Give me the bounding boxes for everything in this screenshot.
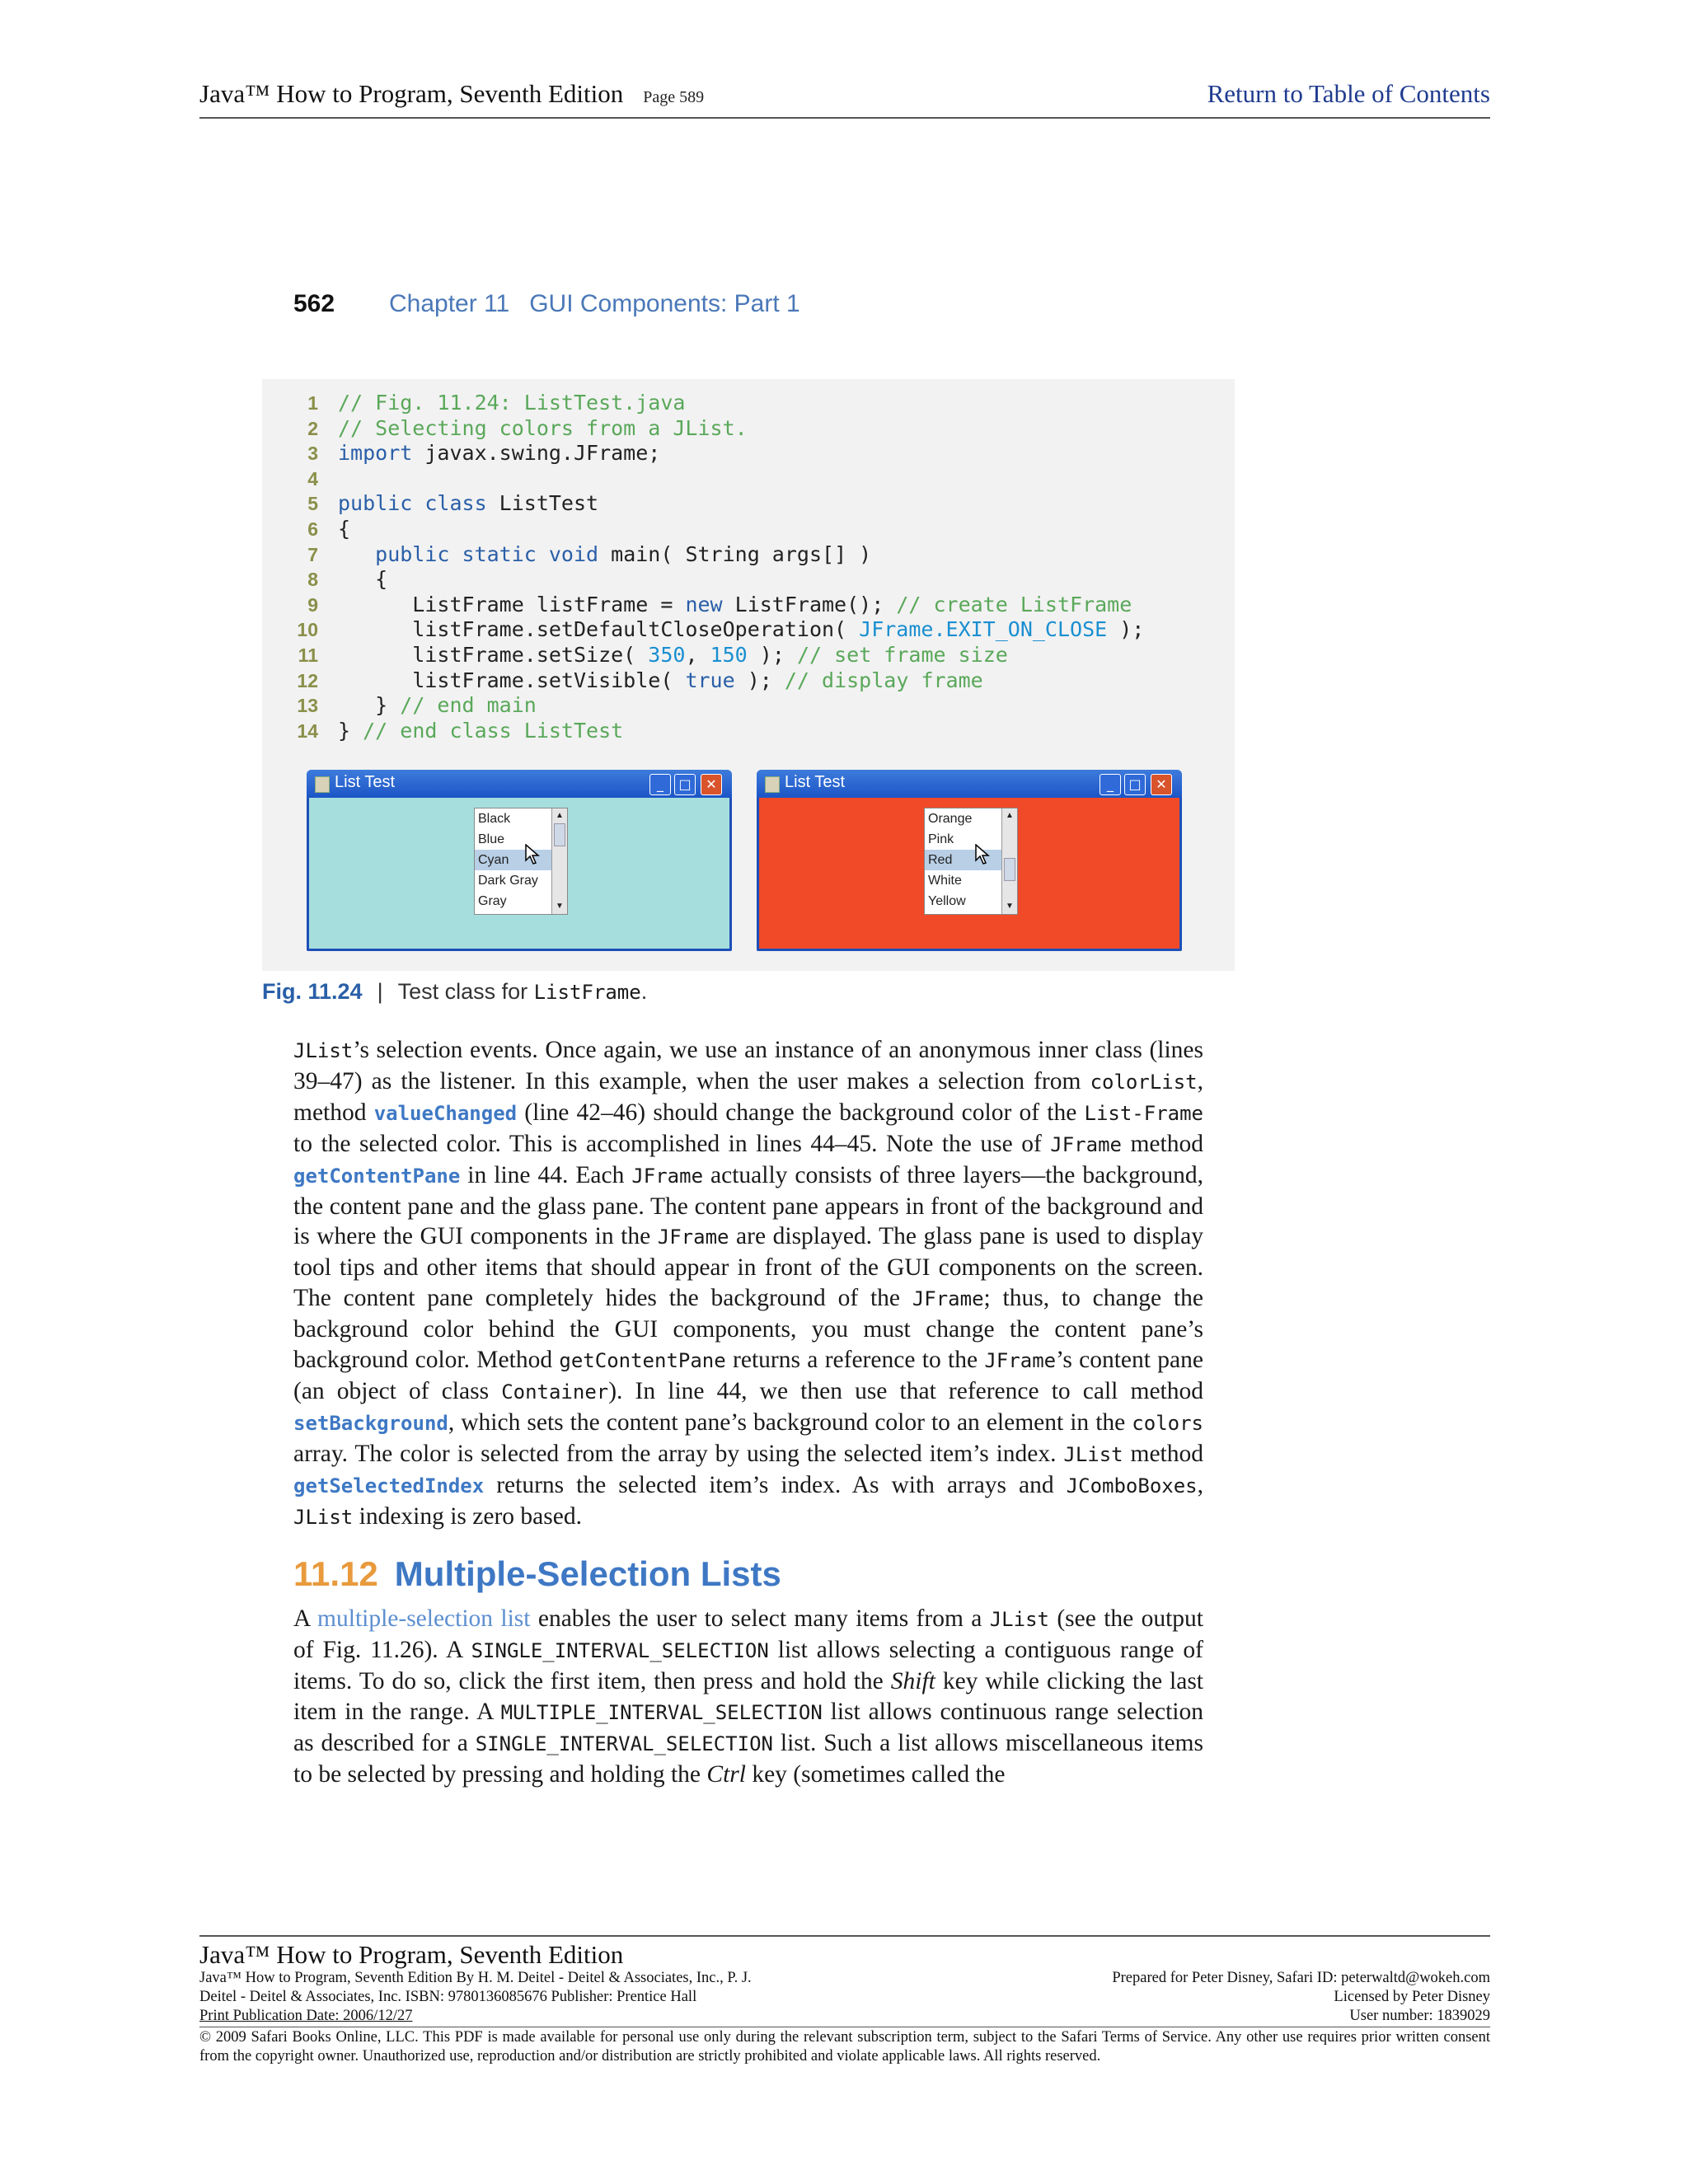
maximize-icon: □ [1124,774,1146,795]
code-token: true [685,668,735,692]
inline-code: Container [501,1380,609,1404]
section-heading [293,1554,781,1594]
code-token: listFrame.setVisible( [338,668,686,692]
paragraph-text [293,1035,1203,1533]
scroll-down-icon: ▼ [1006,902,1014,911]
italic-key-name: Shift [890,1667,935,1694]
inline-code: colorList [1090,1070,1198,1094]
text-run: key while clicking the last item in the range. A [293,1667,1203,1725]
text-run: returns the selected item’s index. As with arrays and [484,1471,1067,1498]
code-token: ListTest [486,491,599,516]
scroll-up-icon: ▲ [556,811,564,820]
code-line [282,643,1144,668]
scroll-thumb [1004,858,1015,881]
mouse-cursor-icon [525,844,542,865]
minimize-icon: _ [1100,774,1121,795]
inline-code-term: getContentPane [293,1164,461,1188]
code-token: public static void [375,541,599,566]
line-number: 8 [307,569,318,591]
code-line [282,593,1144,618]
inline-code: JList [1063,1442,1123,1466]
inline-code: JFrame [657,1226,729,1249]
inline-code: SINGLE_INTERVAL_SELECTION [475,1732,773,1755]
code-listing [282,391,1144,743]
color-list [474,808,568,915]
footer-licensed: Licensed by Peter Disney [1334,1989,1490,2005]
scrollbar [1001,808,1017,914]
code-token: // end main [400,693,537,718]
inline-code: MULTIPLE_INTERVAL_SELECTION [500,1700,823,1724]
caption-code: ListFrame [533,981,641,1004]
line-number: 7 [307,543,318,565]
color-list [924,808,1018,915]
scroll-thumb [554,823,565,846]
footer-book-info: Java™ How to Program, Seventh Edition By H. M. Deitel - Deitel & Associates, Inc., P. J. [199,1970,752,1986]
code-line [282,466,1144,492]
text-run: method [1121,1130,1203,1157]
text-run: key (sometimes called the [745,1760,1006,1788]
code-token: javax.swing.JFrame; [412,441,661,466]
line-number: 4 [307,467,318,490]
code-token: ); [1107,617,1145,642]
code-line [282,719,1144,744]
caption-separator: | [377,979,383,1004]
body-paragraph-1 [293,1035,1203,1533]
text-run: method [1123,1440,1203,1467]
text-run: enables the user to select many items from a [530,1605,990,1632]
inline-code: List-Frame [1084,1101,1203,1125]
window-content [759,798,1179,949]
footer-isbn: Deitel - Deitel & Associates, Inc. ISBN: 9780136085676 Publisher: Prentice Hall [199,1989,697,2005]
code-token: ListFrame(); [722,592,897,616]
inline-code: getContentPane [559,1349,726,1373]
code-line [282,391,1144,416]
figure-caption [262,979,647,1005]
window-title: List Test [785,773,845,791]
list-item: Cyan [475,850,567,870]
running-header [199,79,1490,119]
text-run: list allows continuous range selection as described for a [293,1698,1203,1756]
window-titlebar [307,770,732,798]
code-line [282,491,1144,517]
java-app-icon [315,776,330,793]
glossary-term-link[interactable]: multiple-selection list [317,1605,531,1632]
page-reference: Page 589 [643,88,705,106]
window-title: List Test [335,773,395,791]
code-token: listFrame.setSize( [338,642,649,667]
code-line [282,416,1144,442]
list-item: White [928,874,962,888]
inline-code: JFrame [912,1287,984,1311]
section-number: 11.12 [293,1554,378,1593]
text-run: , which sets the content pane’s background color to an element in the [448,1408,1132,1436]
code-token: main( String args[] ) [598,541,872,566]
text-run: , [1197,1471,1203,1498]
java-app-icon [765,776,780,793]
text-run: , method [293,1067,1203,1126]
window-titlebar [757,770,1182,798]
section-title: Multiple-Selection Lists [394,1554,781,1593]
list-item: Red [925,850,1017,870]
chapter-label: Chapter 11 [389,290,510,317]
inline-code: JComboBoxes [1066,1474,1198,1497]
page-number: 562 [293,290,335,317]
code-token: JFrame.EXIT_ON_CLOSE [859,617,1108,642]
line-number: 13 [297,695,318,717]
inline-code: JFrame [1050,1132,1122,1156]
inline-code-term: valueChanged [373,1101,518,1125]
list-item: Orange [928,812,973,826]
code-token: // display frame [784,668,983,692]
text-run: ; thus, to change the background color behind the GUI components, you must change the content pane’s background color. Method [293,1285,1203,1374]
mouse-cursor-icon [975,844,992,865]
code-token: import [338,441,413,466]
line-number: 10 [297,619,318,641]
line-number: 3 [307,443,318,465]
book-title [199,79,704,109]
italic-key-name: Ctrl [706,1760,746,1788]
toc-link[interactable]: Return to Table of Contents [1207,79,1490,108]
code-token: // set frame size [796,642,1008,667]
code-token: } [338,718,363,743]
body-paragraph-2 [293,1604,1203,1789]
code-token: , [685,642,710,667]
code-token: { [338,567,388,592]
inline-code: JList [989,1608,1049,1631]
inline-code: JList [293,1039,354,1062]
inline-code: SINGLE_INTERVAL_SELECTION [471,1638,769,1662]
list-item: Yellow [928,894,966,908]
scroll-up-icon: ▲ [1006,811,1014,820]
caption-text: Test class for [397,979,534,1004]
code-token: new [685,592,723,616]
footer-pub-date: Print Publication Date: 2006/12/27 [199,2008,413,2024]
book-title-text: Java™ How to Program, Seventh Edition [199,79,624,108]
close-icon: ✕ [701,774,722,795]
text-run: in line 44. Each [460,1161,632,1188]
code-token: ); [734,668,785,692]
code-token: // Fig. 11.24: ListTest.java [338,391,686,415]
text-run: ). In line 44, we then use that reference to call method [608,1377,1203,1404]
window-content [309,798,729,949]
footer-title: Java™ How to Program, Seventh Edition [199,1940,624,1969]
scroll-down-icon: ▼ [556,902,564,911]
code-token: 350 [648,642,686,667]
code-token: // create ListFrame [896,592,1132,616]
minimize-icon: _ [649,774,671,795]
code-token [338,542,375,566]
text-run: list allows selecting a contiguous range of items. To do so, click the first item, then press and hold the [293,1636,1203,1694]
text-run: (see the output of Fig. 11.26). A [293,1605,1203,1663]
inline-code-term: setBackground [293,1411,448,1435]
line-number: 12 [297,669,318,691]
line-number: 9 [307,593,318,616]
page-footer [199,1935,1490,2066]
list-item: Gray [478,894,507,908]
caption-end: . [640,979,648,1004]
text-run: array. The color is selected from the array by using the selected item’s index. [293,1440,1064,1467]
paragraph-text [293,1604,1203,1789]
list-item: Dark Gray [478,874,538,888]
text-run: returns a reference to the [725,1347,985,1374]
footer-copyright: © 2009 Safari Books Online, LLC. This PDF is made available for personal use only during the relevant subscription term, subject to the Safari Terms of Service. Any other use requires prior written consent from the copyright owner. Unauthorized use, reproduction and/or distribution are strictly prohibited and violate applicable laws. All rights reserved. [199,2027,1490,2066]
line-number: 5 [307,493,318,515]
scrollbar [551,808,567,914]
code-line [282,567,1144,593]
list-item: Pink [928,832,954,846]
code-line [282,542,1144,568]
code-token: // Selecting colors from a JList. [338,415,748,440]
list-test-window-2 [757,770,1182,951]
code-line [282,441,1144,466]
line-number: 14 [297,719,318,742]
line-number: 6 [307,518,318,540]
code-token: public class [338,491,487,516]
text-run: list. Such a list allows miscellaneous items to be selected by pressing and holding the [293,1729,1203,1788]
code-token: } [338,693,401,718]
text-run: indexing is zero based. [353,1502,582,1530]
line-number: 1 [307,392,318,414]
list-item: Black [478,812,511,826]
line-number: 2 [307,417,318,439]
code-token: ListFrame listFrame = [338,592,686,616]
close-icon: ✕ [1151,774,1172,795]
code-token: ); [747,642,797,667]
code-token: listFrame.setDefaultCloseOperation( [338,617,860,642]
code-line [282,668,1144,694]
text-run: ’s content pane (an object of class [293,1347,1203,1404]
footer-prepared-for: Prepared for Peter Disney, Safari ID: peterwaltd@wokeh.com [1112,1970,1490,1986]
list-test-window-1 [307,770,732,951]
footer-row [199,2008,1490,2027]
footer-row [199,1989,1490,2008]
text-run: (line 42–46) should change the background color of the [517,1099,1085,1126]
inline-code: JList [293,1505,354,1529]
code-line [282,617,1144,643]
text-run: ’s selection events. Once again, we use an instance of an anonymous inner class (lines 39–47) as the listener. In this example, when the user makes a selection from [293,1037,1203,1094]
list-item: Blue [478,832,505,846]
chapter-title: GUI Components: Part 1 [529,290,800,317]
text-run: to the selected color. This is accomplished in lines 44–45. Note the use of [293,1130,1051,1157]
text-run: actually consists of three layers—the background, the content pane and the glass pane. The content pane appears in front of the background and is where the GUI components in the [293,1161,1203,1250]
code-token: { [338,516,351,541]
footer-user-number: User number: 1839029 [1349,2008,1490,2024]
line-number: 11 [298,644,318,666]
maximize-icon: □ [674,774,696,795]
code-token: 150 [710,642,748,667]
code-line [282,517,1144,542]
inline-code: colors [1132,1411,1203,1435]
inline-code: JFrame [631,1164,704,1188]
page-header [293,290,800,318]
inline-code-term: getSelectedIndex [293,1474,485,1497]
text-run: A [293,1605,318,1632]
inline-code: JFrame [984,1349,1057,1373]
code-line [282,693,1144,719]
code-token: // end class ListTest [363,718,624,743]
text-run: are displayed. The glass pane is used to display tool tips and other items that should appear in front of the GUI components on the screen. The content pane completely hides the background of the [293,1223,1203,1312]
footer-row [199,1970,1490,1989]
figure-label: Fig. 11.24 [262,979,363,1004]
